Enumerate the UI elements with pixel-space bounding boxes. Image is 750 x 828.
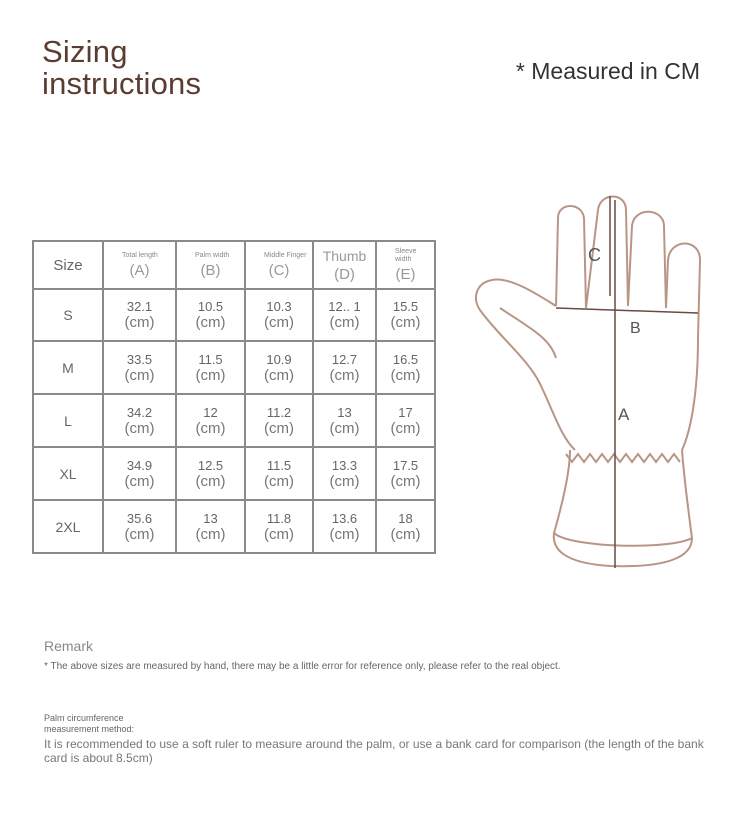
label-b: B (630, 320, 641, 337)
value-number: 17 (398, 404, 413, 420)
palm-method-title: Palm circumference measurement method: (44, 713, 135, 734)
value-unit: (cm) (329, 419, 360, 437)
value-number: 34.2 (126, 404, 153, 420)
value-cell (313, 447, 376, 500)
value-cell (376, 394, 435, 447)
value-number: 12.7 (331, 351, 358, 367)
value-number: 34.9 (126, 457, 153, 473)
title-line-2: instructions (42, 66, 202, 101)
glove-cuff (554, 450, 692, 566)
value-number: 13 (203, 510, 218, 526)
value-cell (245, 341, 313, 394)
size-cell: XL (33, 447, 103, 500)
value-cell (176, 447, 245, 500)
palm-method-text: It is recommended to use a soft ruler to measure around the palm, or use a bank card for comparison (the length of the bank card is about 8.5cm) (44, 737, 704, 765)
value-cell (245, 394, 313, 447)
table-header-row (33, 241, 435, 289)
table-row (33, 447, 435, 500)
value-cell (313, 394, 376, 447)
value-unit: (cm) (264, 366, 294, 384)
value-number: 11.5 (266, 457, 292, 473)
value-number: 35.6 (126, 510, 153, 526)
value-number: 16.5 (392, 351, 419, 367)
label-a: A (618, 405, 630, 424)
header-sleeve-width: Sleeve width (E) (376, 241, 435, 289)
glove-zigzag (566, 454, 680, 462)
value-cell (176, 500, 245, 553)
value-unit: (cm) (264, 314, 294, 331)
glove-thumb-crease (500, 308, 556, 358)
size-table (32, 240, 436, 554)
value-unit: (cm) (390, 472, 421, 490)
value-cell (103, 341, 176, 394)
value-number: 11.8 (266, 510, 292, 526)
value-number: 15.5 (392, 299, 419, 314)
table-row (33, 394, 435, 447)
value-number: 11.2 (266, 404, 292, 420)
value-cell (176, 289, 245, 341)
header-total-length: Total length (A) (103, 241, 176, 289)
table-body (33, 289, 435, 553)
value-cell (103, 447, 176, 500)
value-unit: (cm) (264, 472, 294, 490)
value-unit: (cm) (124, 419, 155, 437)
value-number: 32.1 (126, 299, 153, 314)
value-unit: (cm) (195, 314, 226, 331)
value-cell (376, 447, 435, 500)
value-cell (376, 500, 435, 553)
value-cell (313, 341, 376, 394)
value-number: 10.9 (266, 351, 292, 367)
size-header: Size (33, 241, 103, 289)
value-cell (245, 500, 313, 553)
glove-ring-finger (628, 212, 666, 308)
value-unit: (cm) (195, 472, 226, 490)
table-row (33, 289, 435, 341)
value-number: 12 (203, 404, 218, 420)
value-number: 33.5 (126, 351, 153, 367)
value-unit: (cm) (195, 525, 226, 543)
value-unit: (cm) (264, 525, 294, 543)
value-number: 10.5 (197, 299, 224, 314)
value-cell (176, 394, 245, 447)
measure-line-b (556, 308, 698, 313)
glove-palm-side (682, 338, 698, 450)
value-cell (376, 341, 435, 394)
size-cell: M (33, 341, 103, 394)
table-row (33, 341, 435, 394)
size-cell: L (33, 394, 103, 447)
value-number: 13.3 (331, 457, 358, 473)
value-cell (313, 500, 376, 553)
glove-diagram (470, 188, 710, 578)
value-unit: (cm) (329, 314, 360, 331)
value-unit: (cm) (390, 525, 421, 543)
value-cell (245, 289, 313, 341)
value-number: 10.3 (266, 299, 292, 314)
value-unit: (cm) (390, 419, 421, 437)
value-cell (313, 289, 376, 341)
value-cell (103, 289, 176, 341)
value-number: 18 (398, 510, 413, 526)
value-cell (103, 500, 176, 553)
value-number: 17.5 (392, 457, 419, 473)
glove-little-finger (666, 244, 700, 339)
remark-text: * The above sizes are measured by hand, there may be a little error for reference only, please refer to the real object. (44, 661, 561, 672)
value-cell (103, 394, 176, 447)
glove-index-finger (556, 206, 586, 308)
title-line-1: Sizing (42, 34, 128, 69)
table-row (33, 500, 435, 553)
value-unit: (cm) (124, 314, 155, 331)
value-unit: (cm) (124, 366, 155, 384)
value-unit: (cm) (264, 419, 294, 437)
value-number: 13.6 (331, 510, 358, 526)
glove-cuff-band (554, 533, 692, 546)
page-title (42, 36, 201, 100)
value-unit: (cm) (124, 472, 155, 490)
value-unit: (cm) (390, 366, 421, 384)
glove-thumb (476, 279, 575, 450)
value-unit: (cm) (195, 419, 226, 437)
header-middle-finger: Middle Finger (C) (245, 241, 313, 289)
value-unit: (cm) (390, 314, 421, 331)
value-unit: (cm) (329, 525, 360, 543)
unit-note: * Measured in CM (515, 58, 700, 84)
value-unit: (cm) (195, 366, 226, 384)
value-number: 11.5 (198, 351, 223, 367)
header-palm-width: Palm width (B) (176, 241, 245, 289)
value-unit: (cm) (329, 366, 360, 384)
header-thumb: Thumb (D) (313, 241, 376, 289)
remark-title: Remark (44, 638, 94, 654)
value-unit: (cm) (329, 472, 360, 490)
size-cell: S (33, 289, 103, 341)
value-number: 12.. 1 (328, 299, 361, 314)
value-cell (245, 447, 313, 500)
value-number: 12.5 (197, 457, 224, 473)
label-c: C (588, 245, 601, 265)
value-unit: (cm) (124, 525, 155, 543)
size-cell: 2XL (33, 500, 103, 553)
value-cell (376, 289, 435, 341)
value-cell (176, 341, 245, 394)
value-number: 13 (337, 404, 352, 420)
